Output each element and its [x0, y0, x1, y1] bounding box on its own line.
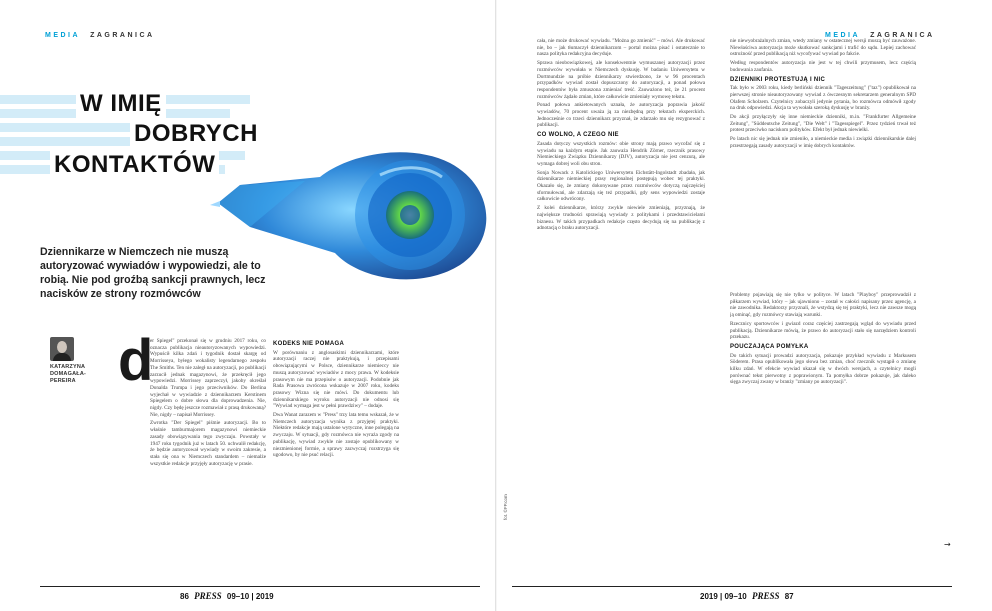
- author-byline: KATARZYNA DOMAGAŁA-PEREIRA: [50, 364, 87, 384]
- section-subname: ZAGRANICA: [870, 32, 935, 39]
- paragraph: Sprawa nieobowiązkowej, ale konsekwentnie wymuszanej autoryzacji przez rozmówców wywołała w Niemczech dyskusję. W badaniu Uniwersytetu w Dortmundzie na próbie dziennikarzy stwierdzono, że w 96 procentach przypadków wywiad został dopuszczony do autoryzacji, a ponad połowa respondentów była zmuszona zmieniać treść. Zauważono też, że 21 procent rozmówców żądało zmian, które całkowicie zmieniały wymowę tekstu.: [537, 60, 705, 100]
- headline-line-2: DOBRYCH: [130, 120, 262, 148]
- continue-arrow-icon: →: [944, 540, 951, 549]
- paragraph: W porównaniu z anglosaskimi dziennikarzami, które autoryzacji raczej nie praktykują, i przepisami obowiązującymi w Polsce, dziennikarze niemieccy nie muszą autoryzować wywiadów z mocy prawa. W kodeksie prasowym nie ma przepisów o autoryzacji. Podobnie jak Rada Prasowa zwrócona wskazuje w 2007 roku, kodeks prasowy Wizna się nie mówi. Do dokumentu lub dziennikarskiego wyroku autoryzacji nie odnosi się "Wywiad wymaga jest w pełni prawdziwy" – dodaje.: [273, 349, 399, 410]
- paragraph: Dwa Wanat zarazem w "Press" trzy lata temu wskazał, że w Niemczech autoryzacja wynika z przyjętej praktyki. Niektóre redakcje mają ustalone wytyczne, inne polegają na zwyczaju. W sytuacji, gdy rozmówca nie wyraża zgody na publikację, wywiad zwykle nie zostaje opublikowany w niezmienionej formie, a sprawy zazwyczaj rozstrzyga się ugodowo, by nie psuć relacji.: [273, 412, 399, 459]
- footer-rule-left: [40, 586, 480, 587]
- paragraph: Do akcji przyłączyły się inne niemieckie dzienniki, m.in. "Frankfurter Allgemeine Zeitung", "Süddeutsche Zeitung", "Die Welt" i "Tagesspiegel". Przez tydzień trwał też protest przeciwko naciskom polityków. Efekt był jednak niewielki.: [730, 114, 916, 134]
- section-name: MEDIA: [825, 32, 861, 39]
- paragraph: Do takich sytuacji prowadzi autoryzacja, pokazuje przykład wywiadu z Markusem Söderem. Prasa opublikowała jego słowa bez zmian, choć rzecznik wystąpił o zmianę kilku zdań. W efekcie wywiad ukazał się w dwóch wersjach, a czytelnicy mogli porównać tekst pierwotny z poprawionym. Ta pomyłka dobrze pokazuje, jak daleko sięga zwyczaj zwany w branży "zmiany po autoryzacji".: [730, 352, 916, 386]
- page-number: 87: [784, 592, 794, 601]
- paragraph: Zasada dotyczy wszystkich rozmów: obie strony mają prawo wycofać się z wywiadu na każdym etapie. Jak zauważa Hendrik Zörner, rzecznik prasowy Niemieckiego Związku Dziennikarzy (DJV), autoryzacja nie jest cenzurą, ale wymaga dobrej woli obu stron.: [537, 140, 705, 167]
- footer-rule-right: [512, 586, 952, 587]
- subheading: KODEKS NIE POMAGA: [273, 341, 345, 347]
- paragraph: Tak było w 2003 roku, kiedy berliński dziennik "Tageszeitung" ("taz") opublikował na pierwszej stronie nieautoryzowany wywiad z ówczesnym sekretarzem generalnym SPD Olafem Scholzem. Czytelnicy zobaczyli jedynie pytania, bo rozmówca odmówił zgody na druk odpowiedzi. Akcja ta wywołała szeroką dyskusję w branży.: [730, 85, 916, 112]
- paragraph: Po latach nic się jednak nie zmieniło, a niemieckie media i związki dziennikarskie dalej przestrzegają zasady autoryzacji w imię dobrych kontaktów.: [730, 136, 916, 149]
- paragraph: Z kolei dziennikarze, którzy zwykle niewiele zmieniają, przyznają, że największe trudności sprawiają wywiady z politykami i przedstawicielami biznesu. W takich przypadkach redakcje często decydują się na publikację z adnotacją o braku autoryzacji.: [537, 205, 705, 232]
- page-gutter: [495, 0, 497, 611]
- text-column-2: [273, 338, 399, 578]
- headline-line-3: KONTAKTÓW: [50, 151, 219, 179]
- brand-name: PRESS: [751, 591, 780, 601]
- author-photo: [50, 337, 74, 361]
- section-label-left: [45, 32, 155, 39]
- text-column-5: [730, 292, 916, 554]
- paragraph: cała, nie może drukować wywiadu. "Można go zmienić" – mówi. Ale drukować nie, bo – jak tłumaczył dziennikarzom – portal można pisać i ostatecznie to nasza polityka redakcyjna decyduje.: [537, 38, 705, 58]
- paragraph: er Spiegel" przekonał się w grudniu 2017 roku, co oznacza publikacja nieautoryzowanych wypowiedzi. Wypuścił kilka zdań i tygodnik dostał skargę od Morrisseya, byłego wokalisty legendarnego zespołu The Smiths. Ten nie zaległ na autoryzacji, po publikacji zarzucił jednak magazynowi, że przekręcił jego wypowiedzi. Morrissey zaprzeczył, jakoby określał Donalda Trumpa i jego przeciwników. Do Berlina wyjechał w wywiadzie z dziennikarzem Kerstinem Spiegelem o dobre słowa dla doprowadzenia. Nie, nigdy. Czy będę jeszcze rozmawiał z prasą drukowaną? Nie, nigdy – napisał Morrissey.: [150, 338, 266, 418]
- text-column-3: [537, 38, 705, 578]
- drop-cap: d: [118, 328, 154, 393]
- folio-right: [700, 591, 794, 601]
- photo-credit: fot. ©FP.com: [503, 494, 508, 520]
- paragraph: Ponad połowa ankietowanych uznała, że autoryzacja poprawia jakość wywiadów, 70 procent uważa ją za niezbędną przy tekstach eksperckich. Jednocześnie co trzeci dziennikarz przyznał, że zdarzało mu się rezygnować z publikacji.: [537, 102, 705, 129]
- page-number: 86: [180, 592, 189, 601]
- folio-left: [180, 591, 274, 601]
- issue-number: 2019 | 09–10: [700, 592, 747, 601]
- headline-line-1: W IMIĘ: [76, 90, 166, 118]
- paragraph: Według respondentów autoryzacja nie jest w tej chwili przymusem, lecz częścią budowania zaufania.: [730, 60, 916, 73]
- brand-name: PRESS: [194, 591, 222, 601]
- paragraph: Zwrotka "Der Spiegel" piśmie autoryzacji. Bo to właśnie tamburmajorem magazynowi niemieckie zasady obowiązywania tego zwyczaju. Powstały w 1947 roku tygodnik już w latach 50. uchwalił redakcję, że będzie autoryzował wywiady w swoim zakresie, a stała się ona w Niemczech standardem – niemalże wszystkie redakcje przyjęły autoryzację w prasie.: [150, 420, 266, 467]
- subheading: POUCZAJĄCA POMYŁKA: [730, 343, 809, 350]
- subheading: DZIENNIKI PROTESTUJĄ I NIC: [730, 76, 826, 83]
- paragraph: nie niewyobrażalnych zmian, wtedy zmiany w ostatecznej wersji muszą być zauważone. Niewłaściwa autoryzacja może skutkować sankcjami i trafić do sądu. Lepiej zachować ostrożność przed publikacją niż wycofywać wywiad po fakcie.: [730, 38, 916, 58]
- text-column-1: [150, 338, 266, 578]
- paragraph: Problemy pojawiają się nie tylko w polityce. W latach "Playboy" przeprowadził z piłkarzem wywiad, który – jak ujawniono – został w całości napisany przez agencję, a nie zawodnika. Redaktorzy przyznali, że wstydzą się tej praktyki, lecz nie zawsze mogą ją ominąć, gdy rozmówcy stawiają warunki.: [730, 292, 916, 319]
- issue-number: 09–10 | 2019: [226, 592, 274, 601]
- text-column-4: [730, 38, 916, 288]
- section-name: MEDIA: [45, 32, 81, 39]
- paragraph: Rzecznicy sportowców i gwiazd coraz częściej zastrzegają wgląd do wywiadu przed publikacją. Dziennikarze mówią, że prawo do autoryzacji stało się narzędziem kontroli przekazu.: [730, 320, 916, 341]
- paragraph: Sonja Nowack z Katolickiego Uniwersytetu Eichstätt-Ingolstadt zbadała, jak dziennikarze niemieckiej prasy regionalnej postępują wobec tej praktyki. Okazało się, że zmiany dokonywane przez rozmówców dotyczą najczęściej sformułowań, ale zdarzają się też przypadki, gdy sens wypowiedzi zostaje całkowicie odwrócony.: [537, 169, 705, 203]
- article-lead: Dziennikarze w Niemczech nie muszą autoryzować wywiadów i wypowiedzi, ale to robią. Nie pod groźbą sankcji prawnych, lecz nacisków ze strony rozmówców: [40, 246, 266, 300]
- subheading: CO WOLNO, A CZEGO NIE: [537, 132, 619, 139]
- section-subname: ZAGRANICA: [90, 32, 155, 39]
